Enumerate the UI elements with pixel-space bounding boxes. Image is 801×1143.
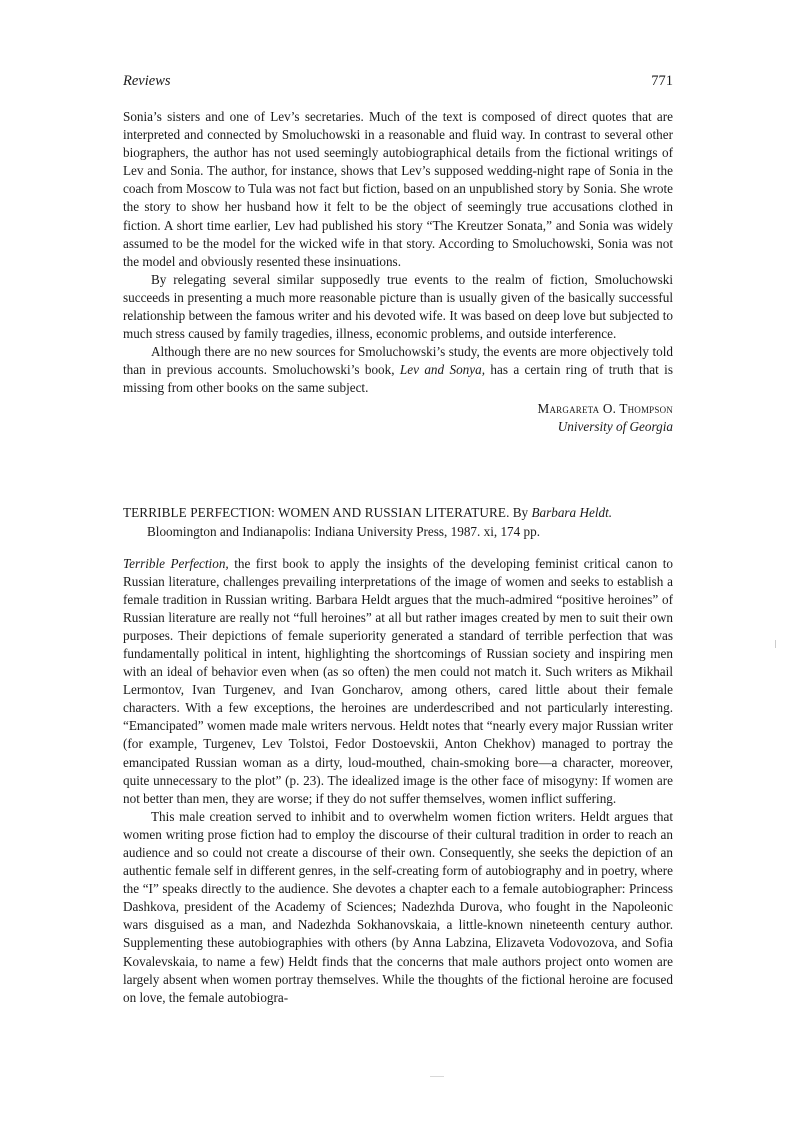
review1-paragraph-3 [123,343,673,397]
review2-paragraph-1 [123,555,673,808]
margin-mark [775,640,776,648]
running-title: Reviews [123,73,171,89]
review-heading [123,503,673,541]
review2-paragraph-1-text: the first book to apply the insights of the developing feminist critical canon to Russian literature, challenges prevailing interpretations of the image of women and seeks to establish a female tradition in Russian writing. Barbara Heldt argues that the much-admired “positive heroines” of Russian literature are really not “full heroines” at all but rather images created by men to suit their own purposes. Their depictions of female superiority generated a standard of terrible perfection that was fundamentally political in intent, highlighting the shortcomings of Russian society and inspiring men with an ideal of behavior even when (as so often) the men could not match it. Such writers as Mikhail Lermontov, Ivan Turgenev, and Ivan Goncharov, among others, cared little about their female characters. With a few exceptions, the heroines are underdescribed and not particularly interesting. “Emancipated” women made male writers nervous. Heldt notes that “nearly every major Russian writer (for example, Turgenev, Lev Tolstoi, Fedor Dostoevskii, Anton Chekhov) managed to portray the emancipated Russian woman as a dirty, loud-mouthed, chain-smoking bore—a character, moreover, quite unnecessary to the plot” (p. 23). The idealized image is the other face of misogyny: If women are not better than men, they are worse; if they do not suffer themselves, women inflict suffering. [123,555,673,806]
review1-paragraph-2: By relegating several similar supposedly true events to the realm of fiction, Smoluchowski succeeds in presenting a much more reasonable picture than is usually given of the basically successful relationship between the famous writer and his devoted wife. It was based on deep love but subjected to much stress caused by family tragedies, illness, economic problems, and outside interference. [123,271,673,342]
review-terrible-perfection [123,503,673,1007]
reviewer-affiliation: University of Georgia [557,419,673,434]
page-number: 771 [651,73,673,89]
review2-paragraph-2: This male creation served to inhibit and to overwhelm women fiction writers. Heldt argues that women writing prose fiction had to employ the discourse of their cultural tradition in order to reach an audience and so could not create a discourse of their own. Consequently, she seeks the depiction of an authentic female self in different genres, in the self-creating form of autobiography and in poetry, where the “I” speaks directly to the audience. She devotes a chapter each to a female autobiographer: Princess Dashkova, president of the Academy of Sciences; Nadezhda Durova, who fought in the Napoleonic wars disguised as a man, and Nadezhda Sokhanovskaia, a little-known nineteenth century author. Supplementing these autobiographies with others (by Anna Labzina, Elizaveta Vodovozova, and Sofia Kovalevskaia, to name a few) Heldt finds that the concerns that male authors project onto women are largely absent when women portray themselves. While the thoughts of the fictional heroine are focused on love, the female autobiogra- [123,808,673,1005]
review-continuation [123,108,673,437]
review-book-author: Barbara Heldt. [531,504,613,520]
running-head [123,72,673,94]
journal-page [123,72,673,1007]
review-book-title: TERRIBLE PERFECTION: WOMEN AND RUSSIAN LITERATURE. [123,504,510,520]
reviewer-signature [123,400,673,437]
review1-paragraph-3-start: Although there are no new sources for Smoluchowski’s study, the events are more objectively told than in previous accounts. Smoluchowski’s book, [123,344,673,378]
book-title-lev-and-sonya: Lev and Sonya, [399,362,485,378]
book-title-terrible-perfection: Terrible Perfection, [123,555,229,571]
review-by: By [509,504,532,520]
scan-speck [430,1076,444,1077]
review1-paragraph-3-end: has a certain ring of truth that is missing from other books on the same subject. [123,362,673,396]
reviewer-name: Margareta O. Thompson [537,400,673,416]
review-publication-info: Bloomington and Indianapolis: Indiana University Press, 1987. xi, 174 pp. [147,523,541,539]
review1-paragraph-1: Sonia’s sisters and one of Lev’s secretaries. Much of the text is composed of direct quotes that are interpreted and connected by Smoluchowski in a reasonable and fluid way. In contrast to several other biographers, the author has not used seemingly autobiographical details from the fictional writings of Lev and Sonia. The author, for instance, shows that Lev’s supposed wedding-night rape of Sonia in the coach from Moscow to Tula was not fact but fiction, based on an unpublished story by Sonia. She wrote the story to show her husband how it felt to be the object of seemingly true accusations clothed in fiction. A short time earlier, Lev had published his story “The Kreutzer Sonata,” and Sonia was widely assumed to be the model for the wicked wife in that story. According to Smoluchowski, Sonia was not the model and obviously resented these insinuations. [123,109,673,269]
